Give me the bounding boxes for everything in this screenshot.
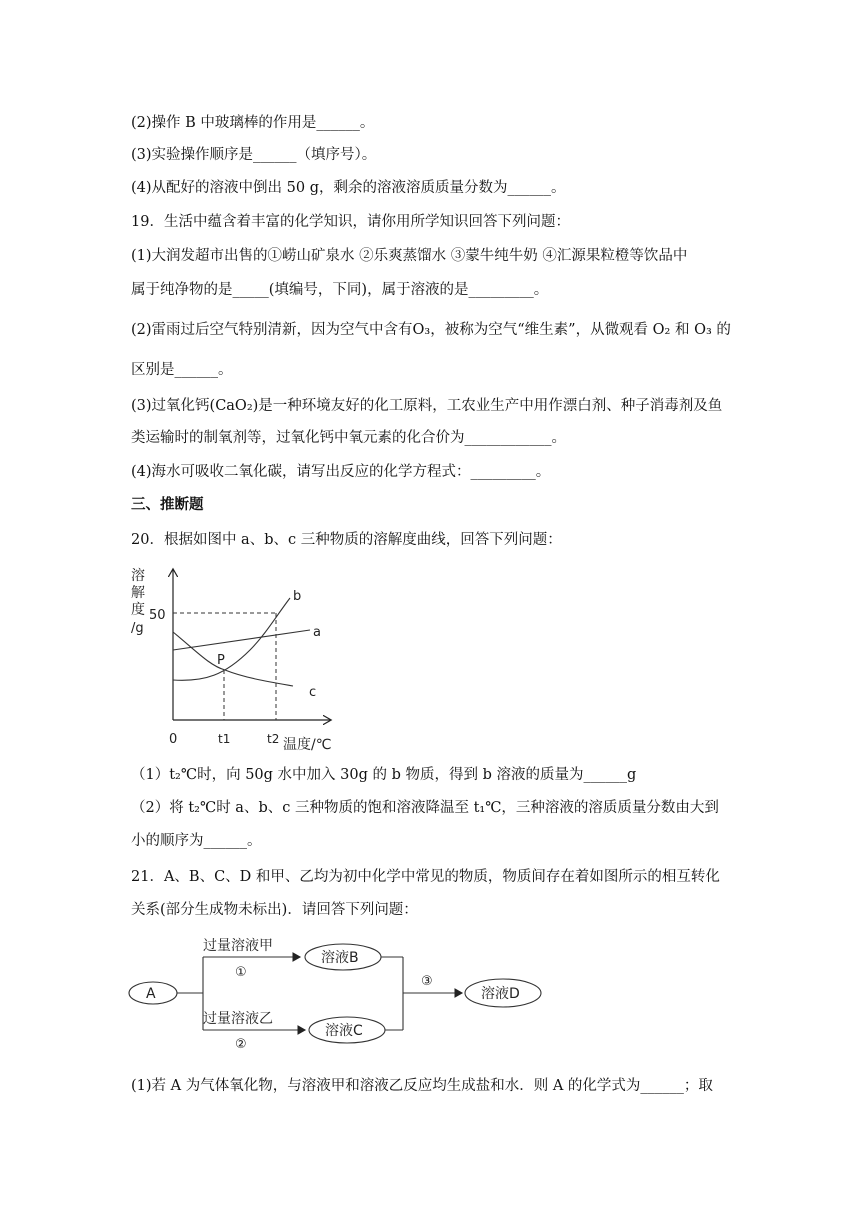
text-line: （2）将 t₂℃时 a、b、c 三种物质的饱和溶液降温至 t₁℃，三种溶液的溶质质量分数由大到 bbox=[131, 800, 719, 816]
text-line: （1）t₂℃时，向 50g 水中加入 30g 的 b 物质，得到 b 溶液的质量为______g bbox=[131, 767, 637, 783]
text-line: (2)雷雨过后空气特别清新，因为空气中含有O₃，被称为空气“维生素”，从微观看 O₂ 和 O₃ 的 bbox=[131, 322, 731, 338]
text-line: 小的顺序为______。 bbox=[131, 833, 262, 849]
origin-label: 0 bbox=[169, 732, 178, 747]
text-line: 19．生活中蕴含着丰富的化学知识，请你用所学知识回答下列问题： bbox=[131, 214, 570, 230]
curve-c bbox=[173, 632, 293, 686]
x-axis-label: 温度/℃ bbox=[283, 737, 332, 753]
text-line: 类运输时的制氧剂等，过氧化钙中氧元素的化合价为____________。 bbox=[131, 430, 566, 446]
text-line: (1)大润发超市出售的①崂山矿泉水 ②乐爽蒸馏水 ③蒙牛纯牛奶 ④汇源果粒橙等饮品中 bbox=[131, 248, 688, 264]
node-d-label: 溶液D bbox=[481, 986, 520, 1002]
num-bottom: ② bbox=[235, 1037, 247, 1052]
text-line: (2)操作 B 中玻璃棒的作用是______。 bbox=[131, 115, 375, 131]
curve-label-b: b bbox=[293, 589, 302, 604]
node-b-label: 溶液B bbox=[321, 950, 359, 966]
ylabel-char: /g bbox=[131, 621, 144, 636]
num-merge: ③ bbox=[421, 974, 433, 989]
x-tick-t1: t1 bbox=[218, 732, 231, 746]
text-line: (4)从配好的溶液中倒出 50 g，剩余的溶液溶质质量分数为______。 bbox=[131, 180, 566, 196]
text-line: 属于纯净物的是_____(填编号，下同)，属于溶液的是_________。 bbox=[131, 282, 549, 298]
text-line: 区别是______。 bbox=[131, 362, 233, 378]
curve-a bbox=[173, 630, 310, 650]
ylabel-char: 度 bbox=[131, 602, 145, 618]
label-top: 过量溶液甲 bbox=[203, 938, 273, 954]
num-top: ① bbox=[235, 965, 247, 980]
curve-label-a: a bbox=[313, 625, 321, 640]
text-line: (1)若 A 为气体氧化物，与溶液甲和溶液乙反应均生成盐和水．则 A 的化学式为______；取 bbox=[131, 1078, 713, 1094]
text-line: (3)实验操作顺序是______（填序号）。 bbox=[131, 147, 377, 163]
node-c-label: 溶液C bbox=[325, 1023, 363, 1039]
text-line: (4)海水可吸收二氧化碳，请写出反应的化学方程式：_________。 bbox=[131, 464, 551, 480]
flow-diagram bbox=[125, 930, 565, 1060]
y-tick-50: 50 bbox=[149, 608, 166, 623]
ylabel-char: 解 bbox=[131, 585, 145, 601]
solubility-chart bbox=[125, 560, 345, 755]
point-label-p: P bbox=[217, 653, 225, 668]
section-heading: 三、推断题 bbox=[131, 497, 204, 513]
ylabel-char: 溶 bbox=[131, 568, 145, 584]
text-line: 20．根据如图中 a、b、c 三种物质的溶解度曲线，回答下列问题： bbox=[131, 532, 562, 548]
text-line: (3)过氧化钙(CaO₂)是一种环境友好的化工原料，工农业生产中用作漂白剂、种子消毒剂及鱼 bbox=[131, 398, 723, 414]
node-a-label: A bbox=[146, 986, 156, 1002]
x-tick-t2: t2 bbox=[267, 732, 280, 746]
text-line: 关系(部分生成物未标出)．请回答下列问题： bbox=[131, 902, 418, 918]
label-bottom: 过量溶液乙 bbox=[203, 1011, 273, 1027]
curve-b bbox=[173, 598, 290, 680]
text-line: 21．A、B、C、D 和甲、乙均为初中化学中常见的物质，物质间存在着如图所示的相互转化 bbox=[131, 869, 720, 885]
curve-label-c: c bbox=[309, 685, 317, 700]
